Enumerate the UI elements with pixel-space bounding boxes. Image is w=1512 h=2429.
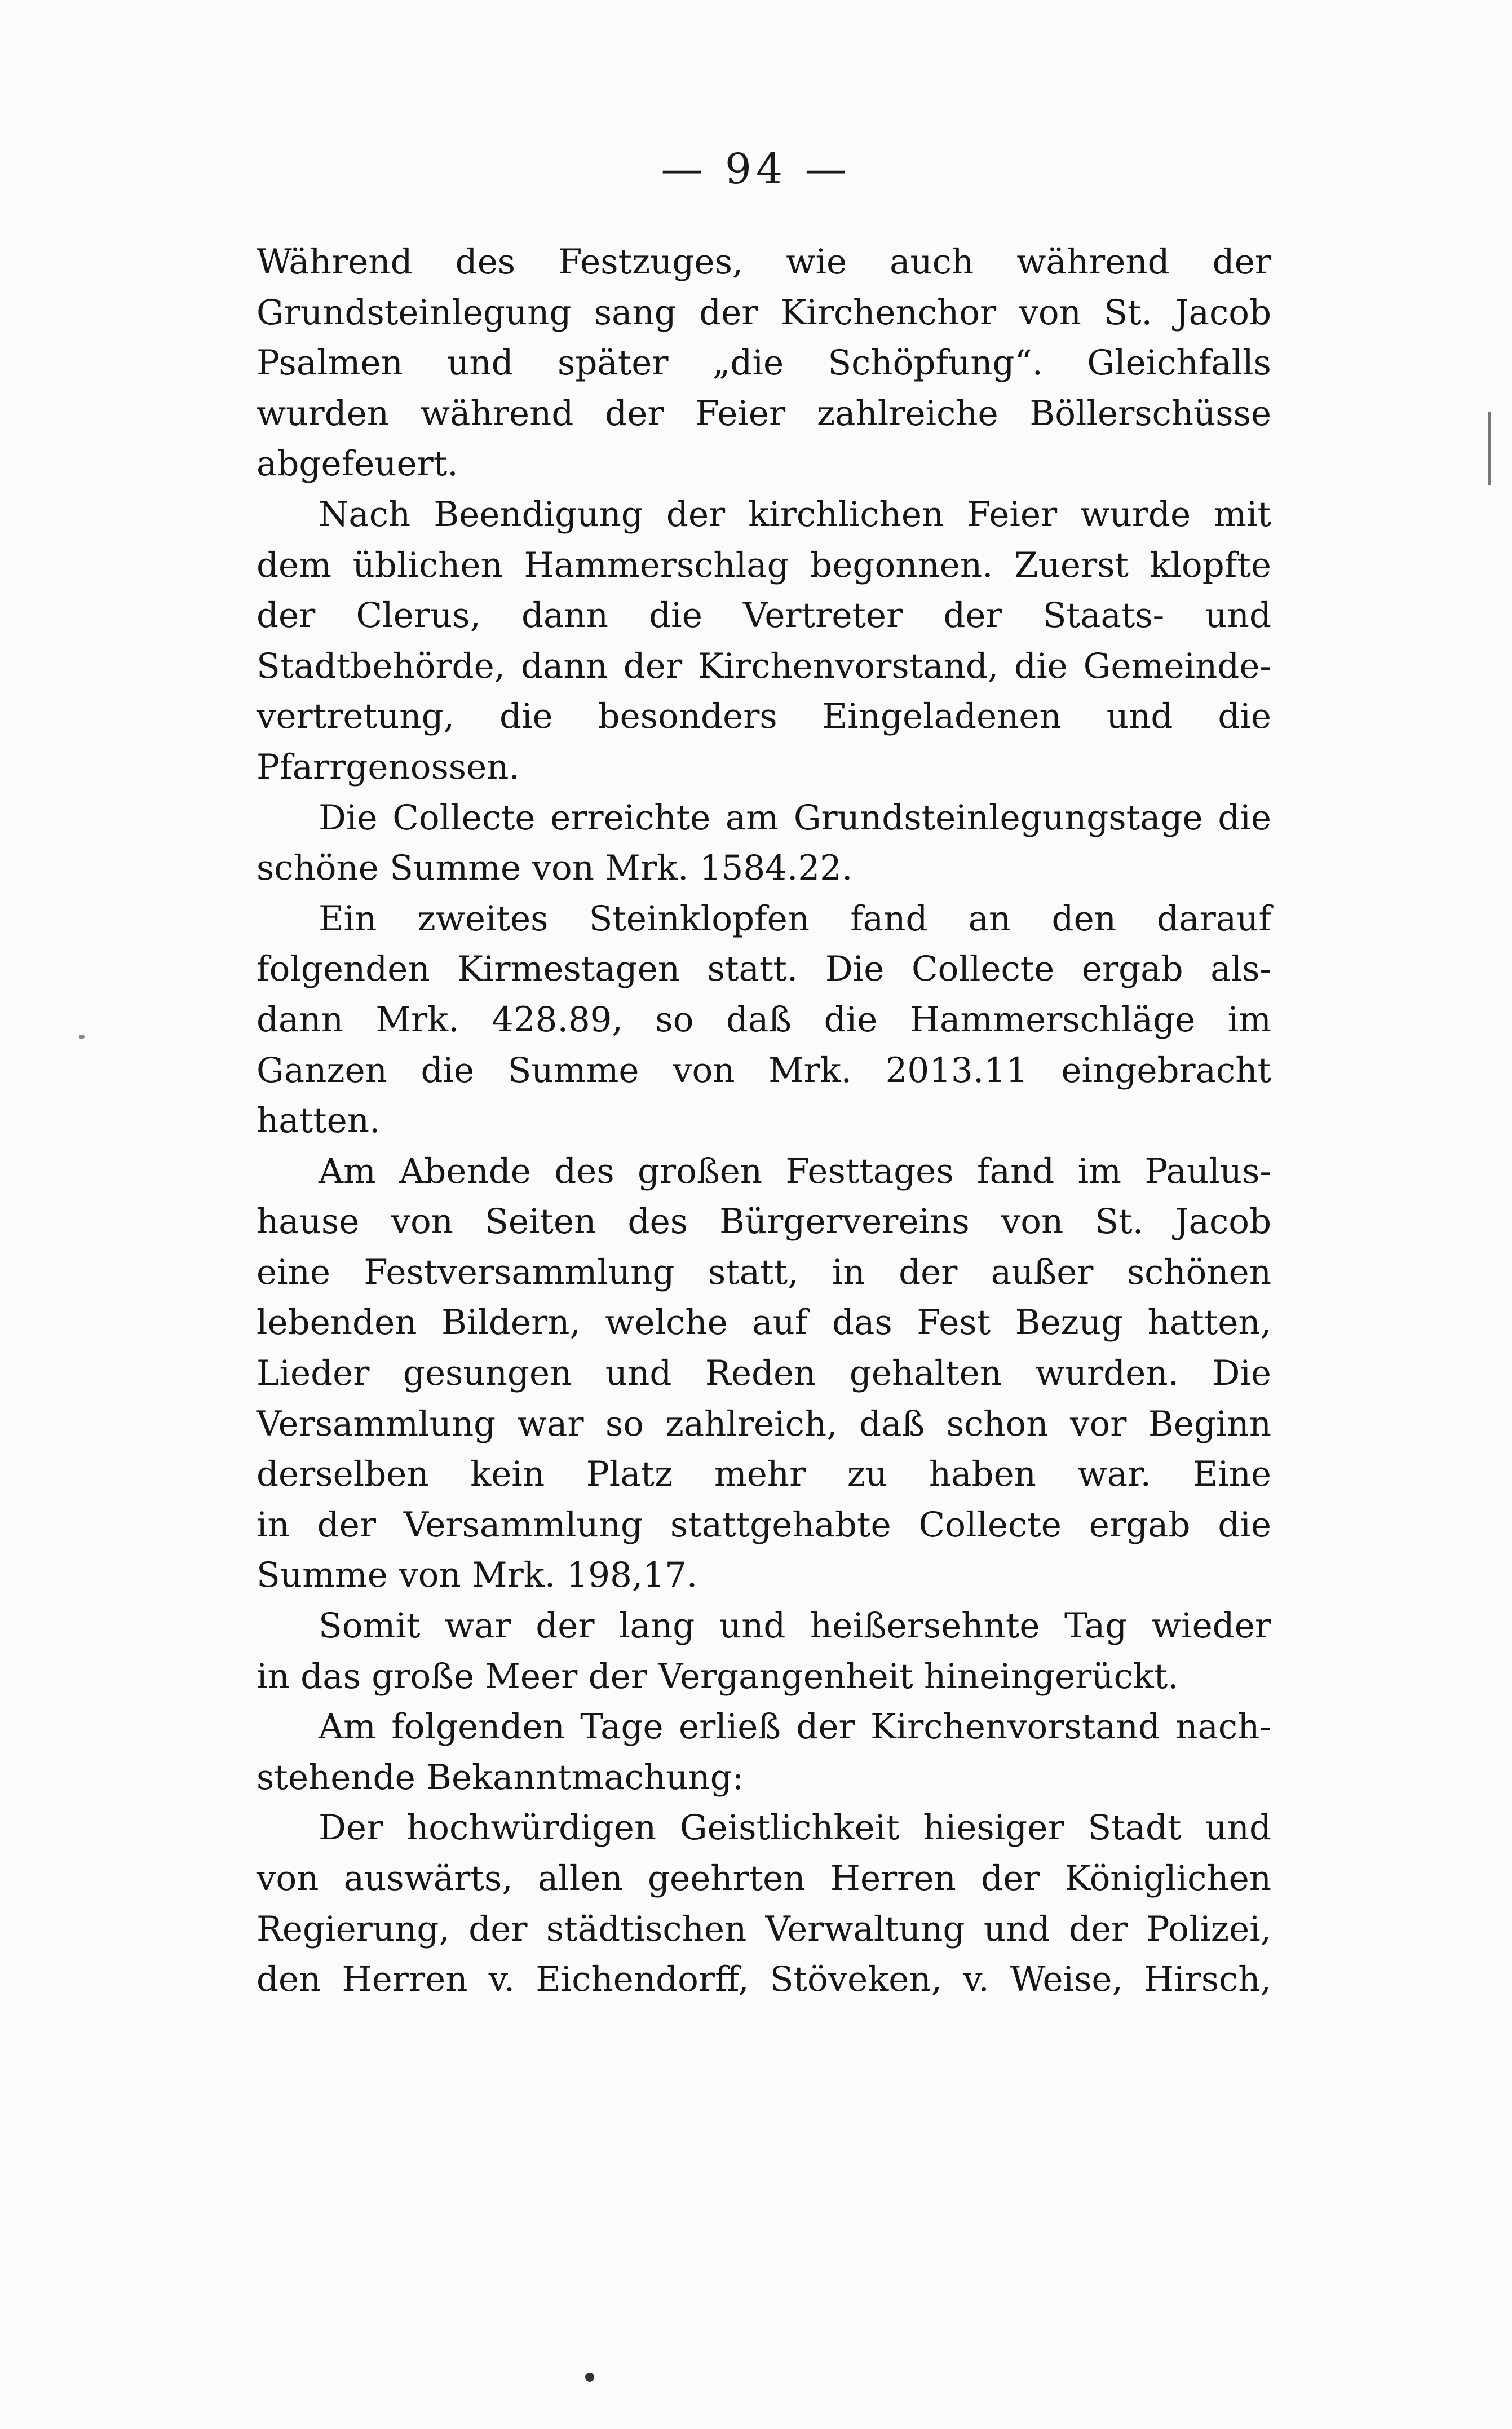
body-text bbox=[257, 237, 1271, 2005]
paragraph bbox=[257, 793, 1271, 894]
text-line: von auswärts, allen geehrten Herren der Königlichen bbox=[257, 1858, 1271, 1898]
text-line: in der Versammlung stattgehabte Collecte ergab die bbox=[257, 1504, 1271, 1545]
text-line: Summe von Mrk. 198,17. bbox=[257, 1555, 698, 1596]
text-line: in das große Meer der Vergangenheit hineingerückt. bbox=[257, 1656, 1179, 1697]
text-line: derselben kein Platz mehr zu haben war. Eine bbox=[257, 1454, 1271, 1495]
paragraph bbox=[257, 1146, 1271, 1601]
text-line: Regierung, der städtischen Verwaltung und der Polizei, bbox=[257, 1909, 1271, 1949]
text-line: Somit war der lang und heißersehnte Tag wieder bbox=[319, 1606, 1271, 1646]
text-line: abgefeuert. bbox=[257, 444, 458, 484]
paragraph bbox=[257, 894, 1271, 1146]
text-line: Der hochwürdigen Geistlichkeit hiesiger Stadt und bbox=[319, 1808, 1271, 1848]
print-speck bbox=[79, 1035, 85, 1039]
text-line: Stadtbehörde, dann der Kirchenvorstand, die Gemeinde- bbox=[257, 646, 1271, 686]
paragraph bbox=[257, 237, 1271, 489]
text-line: Psalmen und später „die Schöpfung“. Gleichfalls bbox=[257, 343, 1271, 383]
text-line: Ganzen die Summe von Mrk. 2013.11 eingebracht bbox=[257, 1050, 1271, 1090]
text-line: Lieder gesungen und Reden gehalten wurden. Die bbox=[257, 1353, 1271, 1394]
paragraph bbox=[257, 1702, 1271, 1803]
text-line: vertretung, die besonders Eingeladenen und die bbox=[257, 696, 1271, 737]
text-line: Am folgenden Tage erließ der Kirchenvorstand nach- bbox=[319, 1707, 1271, 1747]
text-line: hatten. bbox=[257, 1101, 381, 1141]
text-line: hause von Seiten des Bürgervereins von St. Jacob bbox=[257, 1202, 1271, 1242]
text-line: wurden während der Feier zahlreiche Böllerschüsse bbox=[257, 393, 1271, 434]
text-line: Am Abende des großen Festtages fand im Paulus- bbox=[319, 1151, 1271, 1191]
text-line: Die Collecte erreichte am Grundsteinlegungstage die bbox=[319, 797, 1271, 838]
text-line: Versammlung war so zahlreich, daß schon vor Beginn bbox=[257, 1403, 1271, 1444]
text-line: den Herren v. Eichendorff, Stöveken, v. Weise, Hirsch, bbox=[257, 1959, 1271, 2000]
paragraph bbox=[257, 1601, 1271, 1702]
text-line: stehende Bekanntmachung: bbox=[257, 1757, 744, 1798]
page-number: — 94 — bbox=[661, 145, 851, 193]
text-line: eine Festversammlung statt, in der außer schönen bbox=[257, 1252, 1271, 1292]
text-line: Während des Festzuges, wie auch während der bbox=[257, 242, 1271, 282]
text-line: schöne Summe von Mrk. 1584.22. bbox=[257, 848, 853, 889]
text-line: der Clerus, dann die Vertreter der Staats- und bbox=[257, 595, 1271, 636]
text-line: dann Mrk. 428.89, so daß die Hammerschläge im bbox=[257, 999, 1271, 1040]
text-line: Grundsteinlegung sang der Kirchenchor von St. Jacob bbox=[257, 292, 1271, 333]
print-speck bbox=[585, 2373, 594, 2382]
text-line: lebenden Bildern, welche auf das Fest Bezug hatten, bbox=[257, 1302, 1271, 1343]
text-line: Pfarrgenossen. bbox=[257, 747, 520, 787]
paragraph bbox=[257, 489, 1271, 793]
paragraph bbox=[257, 1803, 1271, 2004]
text-line: dem üblichen Hammerschlag begonnen. Zuerst klopfte bbox=[257, 545, 1271, 585]
text-line: folgenden Kirmestagen statt. Die Collecte ergab als- bbox=[257, 949, 1271, 990]
text-line: Ein zweites Steinklopfen fand an den darauf bbox=[319, 898, 1271, 939]
text-line: Nach Beendigung der kirchlichen Feier wurde mit bbox=[319, 494, 1271, 535]
page-edge-mark bbox=[1488, 412, 1491, 485]
